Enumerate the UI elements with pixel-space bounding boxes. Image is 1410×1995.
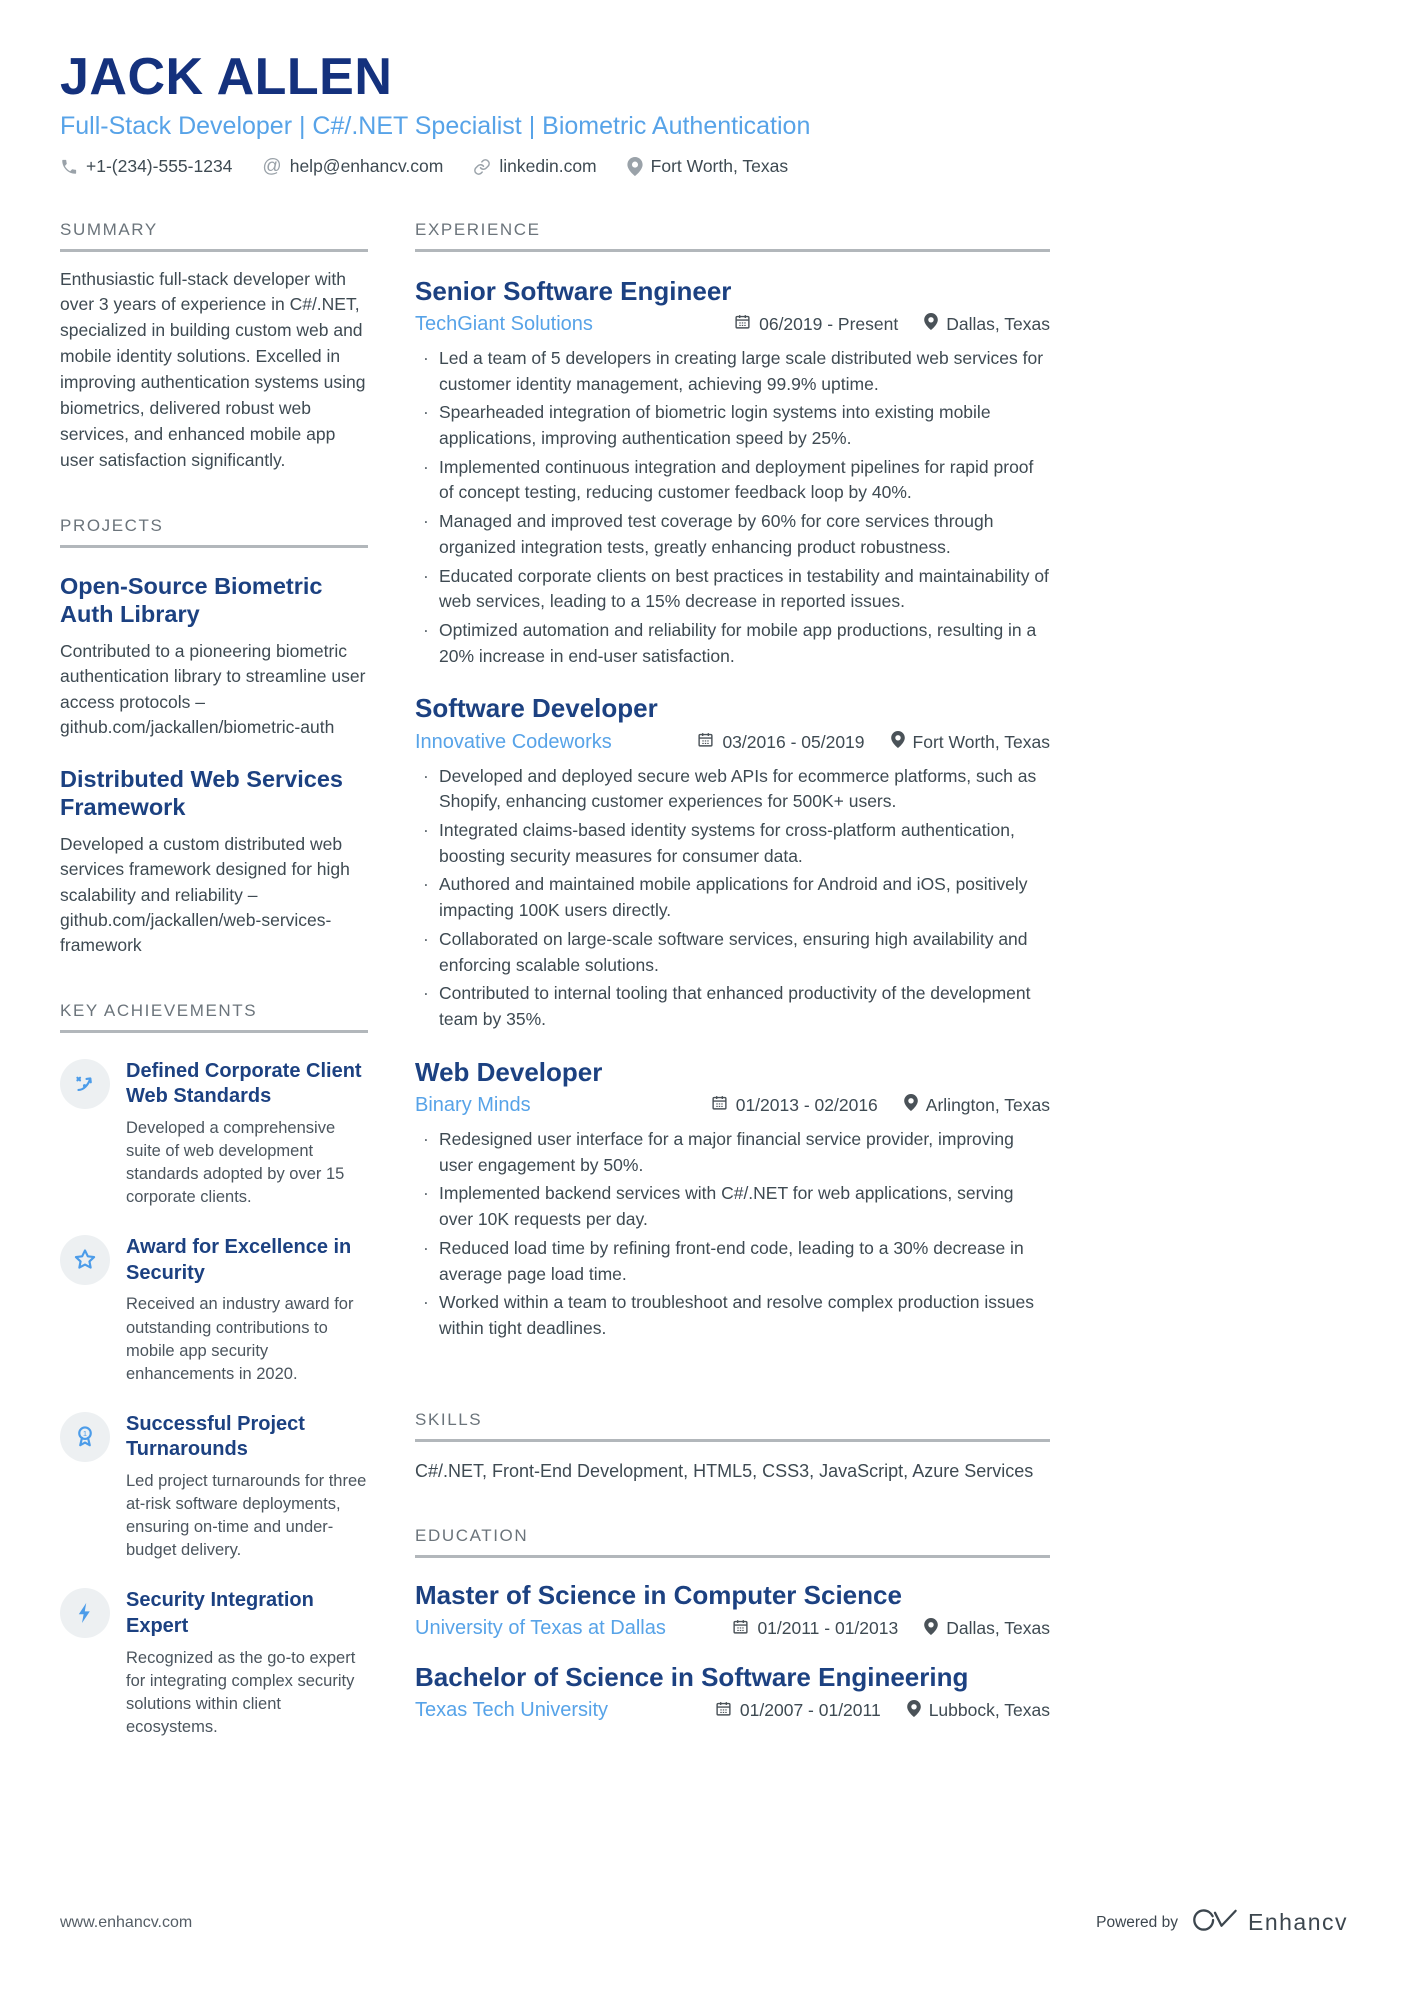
skills-heading: SKILLS — [415, 1410, 1050, 1442]
svg-text:1: 1 — [82, 1428, 88, 1438]
link-icon — [473, 158, 491, 176]
job-bullet: · Led a team of 5 developers in creating large scale distributed web services for customer identity management, achieving 99.9% uptime. — [439, 346, 1050, 397]
calendar-icon — [715, 1700, 732, 1722]
job-dates — [734, 313, 898, 335]
education-dates-text: 01/2007 - 01/2011 — [739, 1700, 881, 1721]
achievement-item — [60, 1588, 368, 1739]
projects-heading: PROJECTS — [60, 516, 368, 548]
company-name: Innovative Codeworks — [415, 730, 612, 753]
calendar-icon — [732, 1618, 749, 1640]
location-pin-icon — [924, 1618, 938, 1640]
star-icon — [60, 1235, 110, 1285]
enhancv-brand-name: Enhancv — [1247, 1909, 1348, 1935]
education-location — [907, 1700, 1050, 1722]
right-column — [415, 220, 1050, 1781]
education-location — [924, 1618, 1050, 1640]
job-dates — [711, 1094, 878, 1116]
project-title: Open-Source Biometric Auth Library — [60, 572, 323, 628]
contact-email-text: help@enhancv.com — [289, 156, 444, 177]
project-item — [60, 572, 368, 741]
achievement-item — [60, 1235, 368, 1386]
achievement-title: Security Integration Expert — [126, 1589, 314, 1637]
contact-phone-text: +1-(234)-555-1234 — [86, 156, 233, 177]
skills-section — [415, 1410, 1050, 1484]
email-icon: @ — [262, 155, 282, 177]
location-pin-icon — [891, 731, 905, 753]
summary-section — [60, 220, 368, 474]
achievement-description: Recognized as the go-to expert for integrating complex security solutions within client ecosystems. — [126, 1648, 356, 1736]
resume-header — [60, 50, 1350, 178]
job-bullet: · Implemented backend services with C#/.NET for web applications, serving over 10K requests per day. — [439, 1181, 1050, 1232]
achievement-title: Successful Project Turnarounds — [126, 1412, 305, 1461]
experience-section — [415, 220, 1050, 1342]
project-description: Contributed to a pioneering biometric authentication library to streamline user access protocols – github.com/jackallen/biometric-auth — [60, 641, 366, 738]
education-entry — [415, 1580, 1050, 1640]
education-heading: EDUCATION — [415, 1526, 1050, 1558]
education-location-text: Lubbock, Texas — [928, 1700, 1050, 1721]
achievement-title: Defined Corporate Client Web Standards — [126, 1059, 362, 1108]
job-location-text: Arlington, Texas — [925, 1094, 1050, 1115]
summary-heading: SUMMARY — [60, 220, 368, 252]
powered-by-text: Powered by — [1096, 1913, 1178, 1931]
achievement-item — [60, 1059, 368, 1210]
calendar-icon — [711, 1094, 728, 1116]
school-name: University of Texas at Dallas — [415, 1617, 666, 1639]
job-bullets — [415, 764, 1050, 1033]
education-entry — [415, 1662, 1050, 1722]
job-bullet: · Worked within a team to troubleshoot and resolve complex production issues within tight deadlines. — [439, 1290, 1050, 1341]
person-headline: Full-Stack Developer | C#/.NET Specialist | Biometric Authentication — [60, 111, 811, 140]
education-section — [415, 1526, 1050, 1722]
job-bullet: · Spearheaded integration of biometric login systems into existing mobile applications, improving authentication speed by 25%. — [439, 400, 1050, 451]
contact-location — [627, 156, 788, 177]
company-name: Binary Minds — [415, 1093, 531, 1116]
page-footer — [60, 1908, 1348, 1937]
job-bullets — [415, 1127, 1050, 1342]
job-dates-text: 06/2019 - Present — [759, 313, 899, 334]
contact-row — [60, 156, 1350, 178]
location-pin-icon — [907, 1700, 921, 1722]
job-bullet: · Implemented continuous integration and deployment pipelines for rapid proof of concept testing, reducing customer feedback loop by 40%. — [439, 455, 1050, 506]
achievement-description: Received an industry award for outstanding contributions to mobile app security enhancements in 2020. — [126, 1295, 354, 1383]
contact-email[interactable] — [262, 156, 443, 178]
contact-phone[interactable] — [60, 156, 232, 177]
trajectory-icon — [60, 1059, 110, 1109]
calendar-icon — [734, 313, 751, 335]
lightning-icon — [60, 1588, 110, 1638]
achievement-title: Award for Excellence in Security — [126, 1236, 352, 1284]
person-name: JACK ALLEN — [60, 48, 393, 106]
job-location-text: Fort Worth, Texas — [912, 731, 1050, 752]
project-item — [60, 765, 368, 959]
project-description: Developed a custom distributed web services framework designed for high scalability and reliability – github.com/jackallen/web-services-framework — [60, 833, 350, 956]
footer-website-link[interactable]: www.enhancv.com — [60, 1913, 193, 1931]
job-title: Senior Software Engineer — [415, 275, 732, 306]
location-pin-icon — [924, 313, 938, 335]
summary-text: Enthusiastic full-stack developer with over 3 years of experience in C#/.NET, specialized in building custom web and mobile identity solutions. Excelled in improving authentication systems using biometrics, delivered robust web services, and enhanced mobile app user satisfaction significantly. — [60, 268, 366, 470]
education-dates — [732, 1618, 898, 1640]
achievements-heading: KEY ACHIEVEMENTS — [60, 1001, 368, 1033]
experience-heading: EXPERIENCE — [415, 220, 1050, 252]
project-title: Distributed Web Services Framework — [60, 765, 343, 821]
job-bullet: · Integrated claims-based identity systems for cross-platform authentication, boosting security measures for consumer data. — [439, 818, 1050, 869]
degree-title: Bachelor of Science in Software Engineering — [415, 1662, 969, 1692]
job-entry — [415, 1057, 1050, 1342]
education-dates-text: 01/2011 - 01/2013 — [757, 1618, 899, 1638]
enhancv-logo-icon — [1192, 1908, 1238, 1937]
job-bullet: · Redesigned user interface for a major financial service provider, improving user engagement by 50%. — [439, 1127, 1050, 1178]
powered-by-lockup[interactable] — [1096, 1908, 1348, 1937]
achievement-description: Led project turnarounds for three at-risk software deployments, ensuring on-time and under-budget delivery. — [126, 1472, 367, 1560]
job-entry — [415, 276, 1050, 670]
job-bullet: · Developed and deployed secure web APIs for ecommerce platforms, such as Shopify, enhancing customer experiences for 500K+ users. — [439, 764, 1050, 815]
job-bullet: · Managed and improved test coverage by 60% for core services through organized integration tests, greatly enhancing product robustness. — [439, 509, 1050, 560]
phone-icon — [60, 158, 78, 176]
job-dates-text: 03/2016 - 05/2019 — [722, 731, 865, 752]
job-bullets — [415, 346, 1050, 670]
achievement-description: Developed a comprehensive suite of web development standards adopted by over 15 corporate clients. — [126, 1118, 345, 1207]
job-bullet: · Optimized automation and reliability for mobile app productions, resulting in a 20% increase in end-user satisfaction. — [439, 618, 1050, 669]
job-location — [924, 313, 1050, 335]
job-title: Software Developer — [415, 693, 658, 724]
education-location-text: Dallas, Texas — [946, 1618, 1050, 1638]
job-bullet: · Collaborated on large-scale software services, ensuring high availability and enforcing scalable solutions. — [439, 927, 1050, 978]
achievements-section — [60, 1001, 368, 1739]
degree-title: Master of Science in Computer Science — [415, 1579, 902, 1610]
job-bullet: · Contributed to internal tooling that enhanced productivity of the development team by 35%. — [439, 981, 1050, 1032]
medal-icon — [60, 1412, 110, 1462]
education-dates — [715, 1700, 881, 1722]
job-dates-text: 01/2013 - 02/2016 — [735, 1094, 878, 1115]
location-pin-icon — [627, 157, 643, 176]
job-title: Web Developer — [415, 1056, 603, 1087]
achievement-item — [60, 1412, 368, 1563]
company-name: TechGiant Solutions — [415, 312, 593, 335]
job-entry — [415, 693, 1050, 1032]
projects-section — [60, 516, 368, 959]
job-location — [891, 731, 1050, 753]
skills-text: C#/.NET, Front-End Development, HTML5, CSS3, JavaScript, Azure Services — [415, 1460, 1034, 1481]
job-bullet: · Reduced load time by refining front-end code, leading to a 30% decrease in average page load time. — [439, 1236, 1050, 1287]
job-location-text: Dallas, Texas — [946, 313, 1050, 334]
job-location — [904, 1094, 1050, 1116]
contact-website-text: linkedin.com — [499, 156, 597, 177]
school-name: Texas Tech University — [415, 1699, 609, 1722]
job-bullet: · Authored and maintained mobile applications for Android and iOS, positively impacting 100K users directly. — [439, 872, 1050, 923]
contact-website[interactable] — [473, 156, 596, 177]
job-bullet: · Educated corporate clients on best practices in testability and maintainability of web services, leading to a 15% decrease in reported issues. — [439, 564, 1050, 615]
location-pin-icon — [904, 1094, 918, 1116]
job-dates — [697, 731, 864, 753]
left-column — [60, 220, 368, 1781]
contact-location-text: Fort Worth, Texas — [650, 156, 789, 177]
calendar-icon — [697, 731, 714, 753]
